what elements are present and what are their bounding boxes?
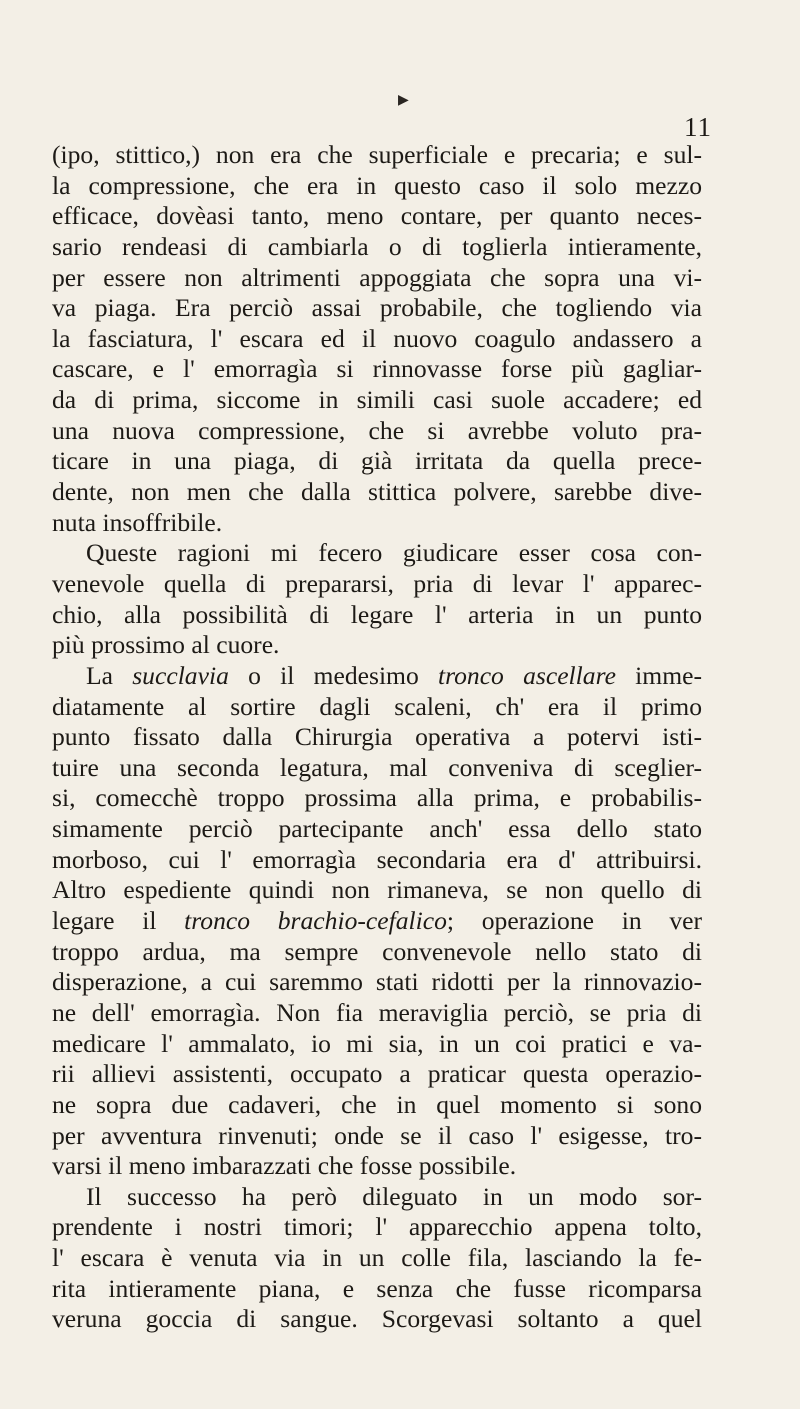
text-line: sario rendeasi di cambiarla o di toglierla intieramente, bbox=[52, 231, 702, 261]
text-line: diatamente al sortire dagli scaleni, ch' era il primo bbox=[52, 691, 702, 721]
text-line: si, comecchè troppo prossima alla prima, e probabilis- bbox=[52, 783, 702, 813]
text-line: venevole quella di prepararsi, pria di levar l' apparec- bbox=[52, 568, 702, 598]
text-line: la fasciatura, l' escara ed il nuovo coagulo andassero a bbox=[52, 323, 702, 353]
text-line: morboso, cui l' emorragìa secondaria era d' attribuirsi. bbox=[52, 844, 702, 874]
text-line: più prossimo al cuore. bbox=[52, 630, 280, 660]
text-line: efficace, dovèasi tanto, meno contare, per quanto neces- bbox=[52, 201, 702, 231]
page-number: 11 bbox=[684, 112, 712, 142]
text-line: chio, alla possibilità di legare l' arteria in un punto bbox=[52, 599, 702, 629]
text-line: medicare l' ammalato, io mi sia, in un coi pratici e va- bbox=[52, 1028, 702, 1058]
text-line: veruna goccia di sangue. Scorgevasi soltanto a quel bbox=[52, 1304, 702, 1334]
text-line: cascare, e l' emorragìa si rinnovasse forse più gagliar- bbox=[52, 354, 702, 384]
arrow-mark-icon: ▶ bbox=[398, 93, 409, 108]
text-line: rii allievi assistenti, occupato a praticar questa operazio- bbox=[52, 1059, 702, 1089]
text-line: Altro espediente quindi non rimaneva, se non quello di bbox=[52, 875, 702, 905]
text-line: Il successo ha però dileguato in un modo sor- bbox=[86, 1181, 702, 1211]
text-line: legare il tronco brachio-cefalico; operazione in ver bbox=[52, 906, 702, 936]
text-line: dente, non men che dalla stittica polvere, sarebbe dive- bbox=[52, 477, 702, 507]
text-line: troppo ardua, ma sempre convenevole nello stato di bbox=[52, 936, 702, 966]
text-line: rita intieramente piana, e senza che fusse ricomparsa bbox=[52, 1273, 702, 1303]
text-line: ne dell' emorragìa. Non fia meraviglia perciò, se pria di bbox=[52, 997, 702, 1027]
text-line: La succlavia o il medesimo tronco ascellare imme- bbox=[86, 660, 702, 690]
text-line: nuta insoffribile. bbox=[52, 507, 223, 537]
text-line: la compressione, che era in questo caso il solo mezzo bbox=[52, 170, 702, 200]
text-line: tuire una seconda legatura, mal conveniva di sceglier- bbox=[52, 752, 702, 782]
text-line: ticare in una piaga, di già irritata da quella prece- bbox=[52, 446, 702, 476]
text-line: va piaga. Era perciò assai probabile, che togliendo via bbox=[52, 293, 702, 323]
body-text bbox=[52, 140, 702, 1335]
text-line: Queste ragioni mi fecero giudicare esser cosa con- bbox=[86, 538, 702, 568]
text-line: varsi il meno imbarazzati che fosse possibile. bbox=[52, 1151, 517, 1181]
text-line: disperazione, a cui saremmo stati ridotti per la rinnovazio- bbox=[52, 967, 702, 997]
text-line: una nuova compressione, che si avrebbe voluto pra- bbox=[52, 415, 702, 445]
text-line: (ipo, stittico,) non era che superficiale e precaria; e sul- bbox=[52, 140, 702, 169]
text-line: prendente i nostri timori; l' apparecchio appena tolto, bbox=[52, 1212, 702, 1242]
text-line: l' escara è venuta via in un colle fila, lasciando la fe- bbox=[52, 1243, 702, 1273]
text-line: per essere non altrimenti appoggiata che sopra una vi- bbox=[52, 262, 702, 292]
text-line: ne sopra due cadaveri, che in quel momento si sono bbox=[52, 1089, 702, 1119]
text-line: per avventura rinvenuti; onde se il caso l' esigesse, tro- bbox=[52, 1120, 702, 1150]
text-line: da di prima, siccome in simili casi suole accadere; ed bbox=[52, 385, 702, 415]
text-line: simamente perciò partecipante anch' essa dello stato bbox=[52, 814, 702, 844]
text-line: punto fissato dalla Chirurgia operativa a potervi isti- bbox=[52, 722, 702, 752]
